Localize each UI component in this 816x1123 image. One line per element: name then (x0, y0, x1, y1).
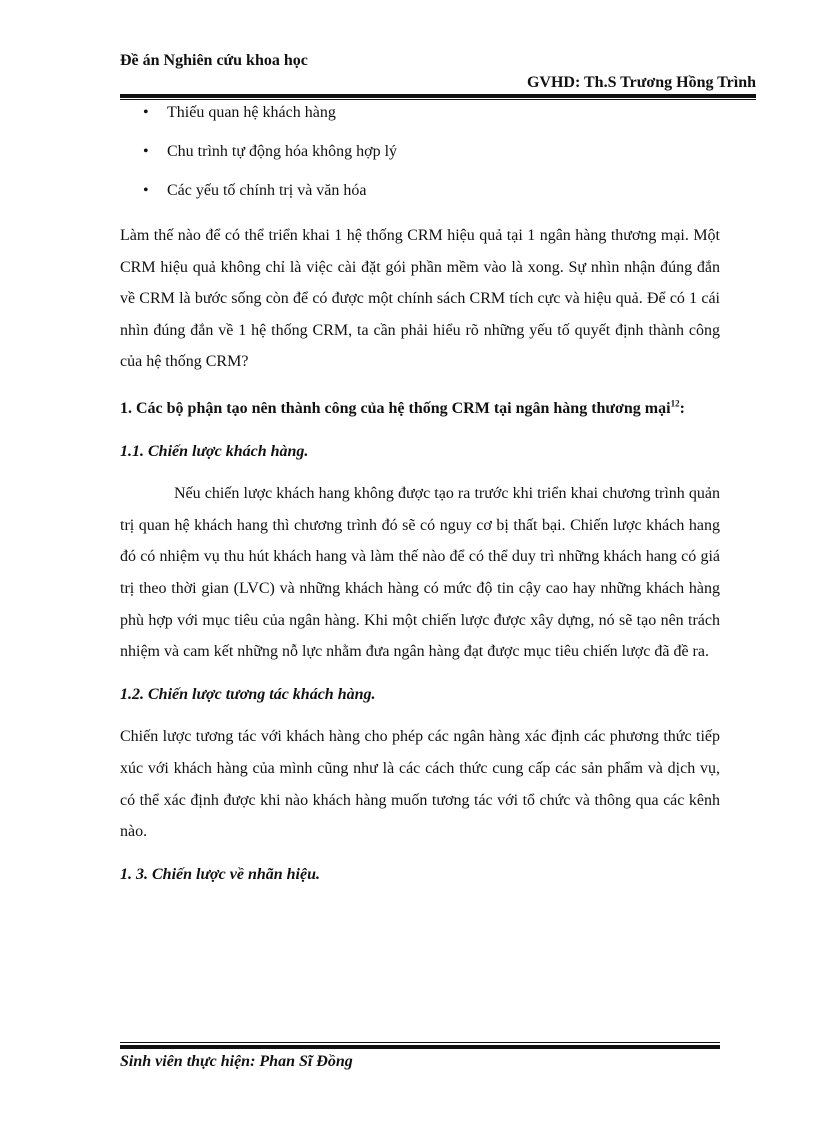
list-item (120, 181, 720, 201)
subsection-heading-1-1: 1.1. Chiến lược khách hàng. (120, 442, 309, 460)
header-advisor: GVHD: Th.S Trương Hồng Trình (526, 74, 756, 91)
list-item-text: Chu trình tự động hóa không hợp lý (167, 143, 398, 160)
paragraph-1-2: Chiến lược tương tác với khách hàng cho phép các ngân hàng xác định các phương thức tiếp xúc với khách hàng của mình cũng như là các cách thức cung cấp các sản phẩm và dịch vụ, có thể xác định được khi nào khách hàng muốn tương tác với tổ chức và thông qua các kênh nào. (120, 728, 720, 841)
intro-paragraph: Làm thế nào để có thể triển khai 1 hệ thống CRM hiệu quả tại 1 ngân hàng thương mại. Một CRM hiệu quả không chỉ là việc cài đặt gói phần mềm vào là xong. Sự nhìn nhận đúng đắn về CRM là bước sống còn để có được một chính sách CRM tích cực và hiệu quả. Để có 1 cái nhìn đúng đắn về 1 hệ thống CRM, ta cần phải hiểu rõ những yếu tố quyết định thành công của hệ thống CRM? (120, 227, 720, 371)
bullet-icon: • (143, 104, 149, 121)
footer-rule-thick (120, 1045, 720, 1049)
subsection-heading-1-2: 1.2. Chiến lược tương tác khách hàng. (120, 685, 376, 703)
section-heading-1-colon: : (679, 399, 685, 417)
header-rule-thick (120, 94, 756, 98)
list-item (120, 142, 720, 162)
subsection-heading-1-3: 1. 3. Chiến lược về nhãn hiệu. (120, 865, 320, 883)
bullet-icon: • (143, 182, 149, 199)
list-item-text: Các yếu tố chính trị và văn hóa (167, 182, 367, 199)
bullet-icon: • (143, 143, 149, 160)
section-heading-1-text: 1. Các bộ phận tạo nên thành công của hệ thống CRM tại ngân hàng thương mại (120, 399, 671, 417)
bullet-list (120, 103, 720, 201)
list-item-text: Thiếu quan hệ khách hàng (167, 104, 336, 121)
section-heading-1 (120, 393, 720, 425)
paragraph-1-1: Nếu chiến lược khách hang không được tạo ra trước khi triển khai chương trình quản trị quan hệ khách hang thì chương trình đó sẽ có nguy cơ bị thất bại. Chiến lược khách hang đó có nhiệm vụ thu hút khách hang và làm thế nào để có thể duy trì những khách hang có giá trị theo thời gian (LVC) và những khách hàng có mức độ tin cậy cao hay những khách hàng phù hợp với mục tiêu của ngân hàng. Khi một chiến lược được xây dựng, nó sẽ tạo nên trách nhiệm và cam kết những nỗ lực nhằm đưa ngân hàng đạt được mục tiêu chiến lược đã đề ra. (120, 485, 720, 661)
page-body (120, 100, 720, 890)
list-item (120, 103, 720, 123)
footnote-ref: 12 (670, 398, 680, 409)
header-title: Đề án Nghiên cứu khoa học (120, 52, 308, 69)
footer-author: Sinh viên thực hiện: Phan Sĩ Đồng (120, 1053, 353, 1070)
footer-rule-thin (120, 1042, 720, 1043)
